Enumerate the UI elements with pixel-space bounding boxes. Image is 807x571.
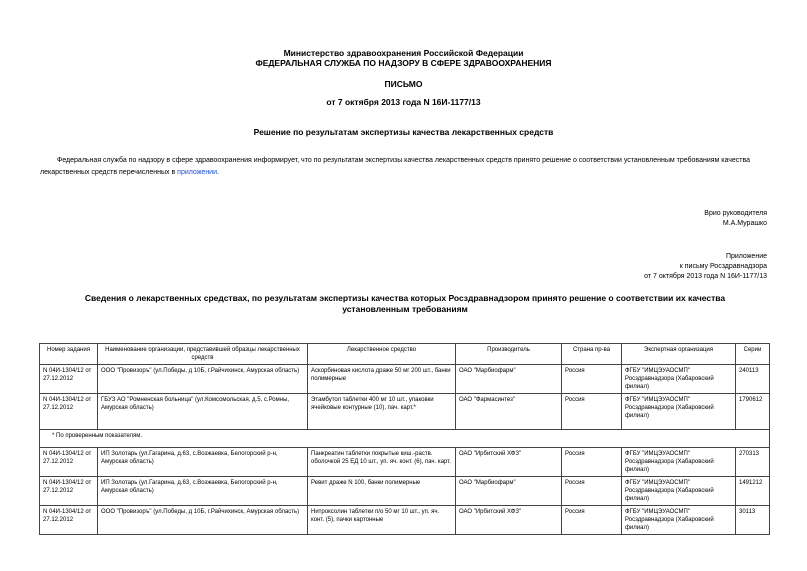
document-date-number: от 7 октября 2013 года N 16И-1177/13 [326, 97, 481, 107]
cell-expert-org: ФГБУ "ИМЦЭУАОСМП" Росздравнадзора (Хабаровский филиал) [622, 448, 736, 477]
signature-name: М.А.Мурашко [722, 220, 767, 227]
cell-manufacturer: ОАО "Марбиофарм" [456, 477, 562, 506]
cell-series: 240113 [736, 365, 770, 394]
cell-medicine: Нитроксолин таблетки п/о 50 мг 10 шт., уп. яч. конт. (5), пачки картонные [308, 506, 456, 535]
col-medicine: Лекарственное средство [308, 344, 456, 365]
signature-position: Врио руководителя [704, 210, 767, 217]
table-row [40, 394, 770, 430]
col-country: Страна пр-ва [562, 344, 622, 365]
cell-task-number: N 04И-1304/12 от 27.12.2012 [40, 477, 98, 506]
cell-organization: ООО "Провизоръ" (ул.Победы, д 10Б, г.Райчихинск, Амурская область) [98, 506, 308, 535]
body-text: Федеральная служба по надзору в сфере здравоохранения информирует, что по результатам экспертизы качества лекарственных средств принято решение о соответствии установленным требованиям качества лекарственных средств перечисленных в [40, 157, 751, 176]
body-end: . [217, 169, 219, 176]
cell-medicine: Панкреатин таблетки покрытые киш.-раств. оболочкой 25 ЕД 10 шт., уп. яч. конт. (6), пач. карт. [308, 448, 456, 477]
col-organization: Наименование организации, представившей образцы лекарственных средств [98, 344, 308, 365]
col-expert-org: Экспертная организация [622, 344, 736, 365]
appendix-link[interactable]: приложении [177, 169, 218, 176]
cell-country: Россия [562, 365, 622, 394]
table-footnote-row [40, 430, 770, 448]
appendix-block [644, 252, 767, 282]
cell-medicine: Ревит драже N 100, банки полимерные [308, 477, 456, 506]
cell-organization: ООО "Провизоръ" (ул.Победы, д 10Б, г.Райчихинск, Амурская область) [98, 365, 308, 394]
cell-expert-org: ФГБУ "ИМЦЭУАОСМП" Росздравнадзора (Хабаровский филиал) [622, 477, 736, 506]
cell-expert-org: ФГБУ "ИМЦЭУАОСМП" Росздравнадзора (Хабаровский филиал) [622, 506, 736, 535]
appendix-line-2: к письму Росздравнадзора [679, 263, 767, 270]
ministry-title: Министерство здравоохранения Российской Федерации [283, 48, 524, 58]
table-title: Сведения о лекарственных средствах, по результатам экспертизы качества которых Росздравнадзором принято решение о соответствии их качества установленным требованиям [84, 293, 726, 314]
cell-series: 1790612 [736, 394, 770, 430]
cell-country: Россия [562, 448, 622, 477]
cell-organization: ГБУЗ АО "Ромненская больница" (ул.Комсомольская, д.5, с.Ромны, Амурская область) [98, 394, 308, 430]
service-title: ФЕДЕРАЛЬНАЯ СЛУЖБА ПО НАДЗОРУ В СФЕРЕ ЗДРАВООХРАНЕНИЯ [255, 58, 552, 68]
table-header-row [40, 344, 770, 365]
cell-manufacturer: ОАО "Ирбитский ХФЗ" [456, 506, 562, 535]
cell-medicine: Аскорбиновая кислота драже 50 мг 200 шт., банки полимерные [308, 365, 456, 394]
cell-medicine: Этамбутол таблетки 400 мг 10 шт., упаковки ячейковые контурные (10), пач. карт.* [308, 394, 456, 430]
appendix-line-3: от 7 октября 2013 года N 16И-1177/13 [644, 273, 767, 280]
document-subject: Решение по результатам экспертизы качества лекарственных средств [253, 127, 554, 137]
cell-series: 270313 [736, 448, 770, 477]
table-footnote: * По проверенным показателям. [40, 430, 770, 448]
cell-expert-org: ФГБУ "ИМЦЭУАОСМП" Росздравнадзора (Хабаровский филиал) [622, 365, 736, 394]
cell-series: 30113 [736, 506, 770, 535]
cell-organization: ИП Золотарь (ул.Гагарина, д.63, с.Возжаевка, Белогорский р-н, Амурская область) [98, 477, 308, 506]
document-type: ПИСЬМО [384, 79, 423, 89]
appendix-line-1: Приложение [725, 253, 767, 260]
col-series: Серии [736, 344, 770, 365]
table-row [40, 365, 770, 394]
cell-expert-org: ФГБУ "ИМЦЭУАОСМП" Росздравнадзора (Хабаровский филиал) [622, 394, 736, 430]
table-row [40, 506, 770, 535]
table-row [40, 448, 770, 477]
cell-task-number: N 04И-1304/12 от 27.12.2012 [40, 448, 98, 477]
cell-country: Россия [562, 394, 622, 430]
cell-task-number: N 04И-1304/12 от 27.12.2012 [40, 394, 98, 430]
cell-manufacturer: ОАО "Марбиофарм" [456, 365, 562, 394]
cell-manufacturer: ОАО "Ирбитский ХФЗ" [456, 448, 562, 477]
cell-country: Россия [562, 477, 622, 506]
col-manufacturer: Производитель [456, 344, 562, 365]
medicines-table [39, 343, 770, 535]
col-task-number: Номер задания [40, 344, 98, 365]
cell-manufacturer: ОАО "Фармасинтез" [456, 394, 562, 430]
cell-country: Россия [562, 506, 622, 535]
table-row [40, 477, 770, 506]
cell-task-number: N 04И-1304/12 от 27.12.2012 [40, 506, 98, 535]
cell-task-number: N 04И-1304/12 от 27.12.2012 [40, 365, 98, 394]
cell-series: 1491212 [736, 477, 770, 506]
body-paragraph [40, 155, 770, 179]
cell-organization: ИП Золотарь (ул.Гагарина, д.63, с.Возжаевка, Белогорский р-н, Амурская область) [98, 448, 308, 477]
